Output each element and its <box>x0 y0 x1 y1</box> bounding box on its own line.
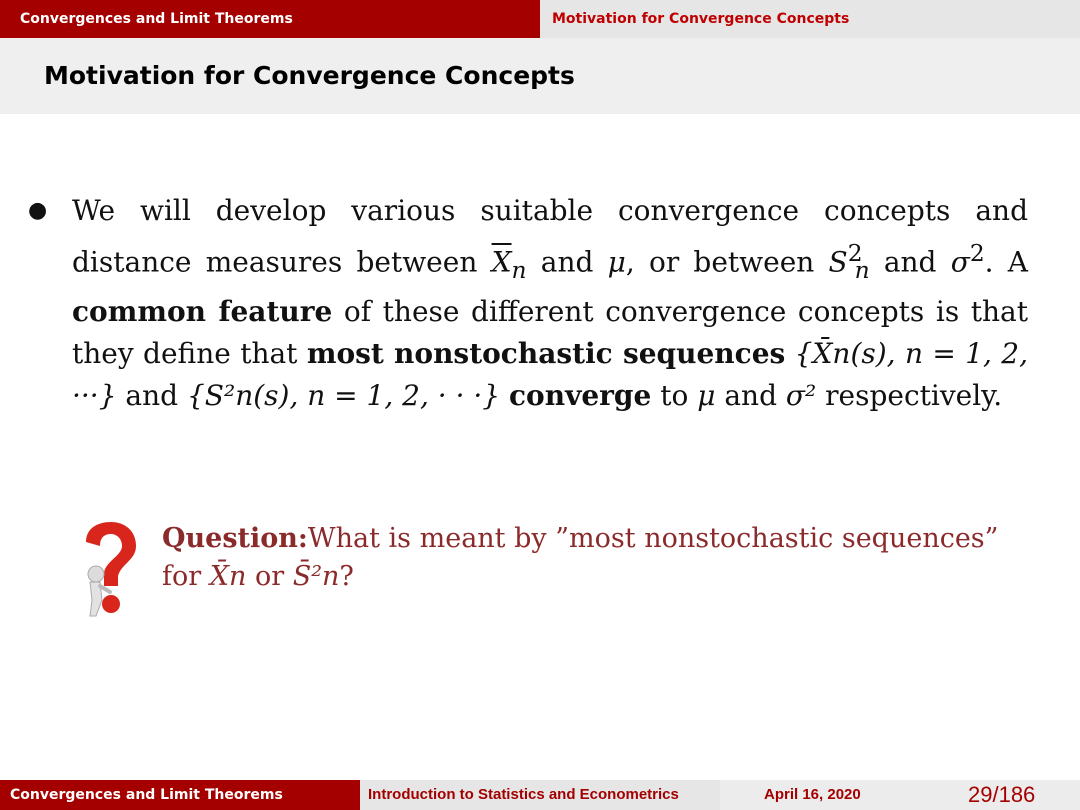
question-label: Question: <box>162 523 308 554</box>
bold-common-feature: common feature <box>72 294 333 328</box>
question-var-sbar: S̄²n <box>292 561 340 592</box>
header-bar <box>0 0 1080 38</box>
footer-page-number: 29/186 <box>968 782 1036 807</box>
bullet-dot-icon: ● <box>28 198 48 223</box>
question-block <box>66 520 1046 620</box>
header-subsection[interactable]: Motivation for Convergence Concepts <box>540 0 1080 38</box>
footer-bar <box>0 780 1080 810</box>
header-section[interactable]: Convergences and Limit Theorems <box>0 0 540 38</box>
bold-converge: converge <box>509 378 652 412</box>
footer-right <box>720 780 1080 810</box>
slide-title: Motivation for Convergence Concepts <box>44 61 575 90</box>
bullet-item <box>28 190 1028 417</box>
bold-most-nonstochastic: most nonstochastic sequences <box>306 336 786 370</box>
set-xbar: {X̄n(s), n = 1, 2, ···} <box>72 336 1028 412</box>
footer-section[interactable]: Convergences and Limit Theorems <box>0 780 360 810</box>
bullet-text: We will develop various suitable convergence concepts and distance measures between $\overline{X}_n$ and μ, or between $S^2_n$ and $\sigma^2$. A common feature of these different convergence concepts is that they define that most nonstochastic sequences {X̄n(s), n = 1, 2, ···} and {S²n(s), n = 1, 2, · · ·} converge to μ and σ² respectively. <box>72 194 1029 412</box>
footer-course[interactable]: Introduction to Statistics and Econometrics <box>360 780 720 810</box>
question-text: Question:What is meant by ”most nonstochastic sequences” for X̄n or S̄²n? <box>162 523 999 592</box>
slide-content <box>28 190 1028 417</box>
footer-date: April 16, 2020 <box>764 786 861 803</box>
set-s2: {S²n(s), n = 1, 2, · · ·} <box>186 378 501 412</box>
title-bar <box>0 38 1080 114</box>
question-mark-figure-icon <box>66 520 156 620</box>
question-var-xbar: X̄n <box>209 561 247 592</box>
